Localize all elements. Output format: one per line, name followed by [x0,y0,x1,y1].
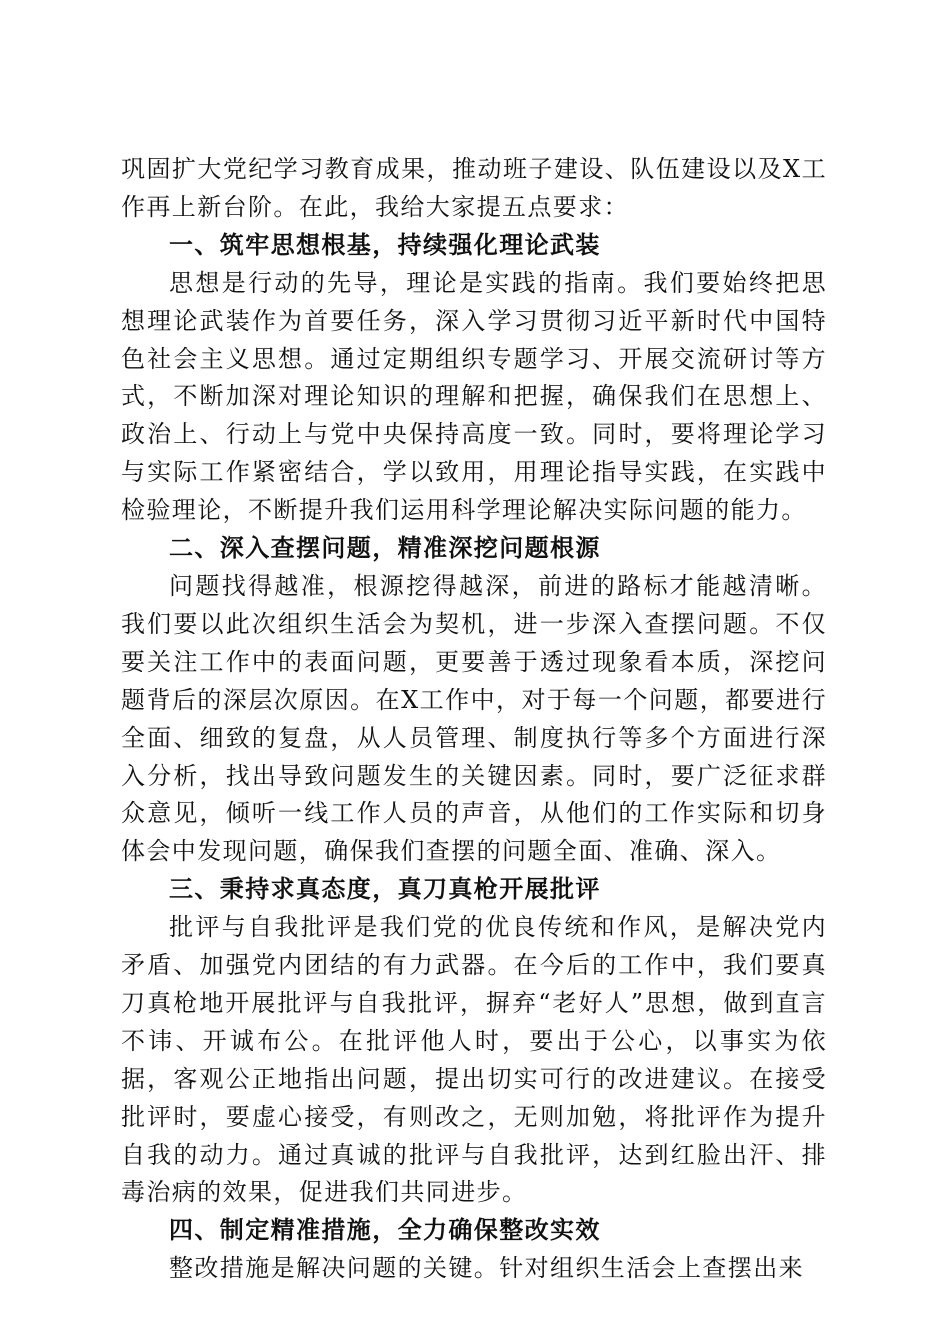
intro-paragraph: 巩固扩大党纪学习教育成果，推动班子建设、队伍建设以及X工作再上新台阶。在此，我给大家提五点要求： [121,155,827,221]
section-heading-2: 二、深入查摆问题，精准深挖问题根源 [169,534,601,563]
section-heading-4: 四、制定精准措施，全力确保整改实效 [169,1216,601,1245]
section-body-4: 整改措施是解决问题的关键。针对组织生活会上查摆出来 [169,1254,804,1283]
section-heading-3: 三、秉持求真态度，真刀真枪开展批评 [169,875,601,904]
section-body-2: 问题找得越准，根源挖得越深，前进的路标才能越清晰。我们要以此次组织生活会为契机，进一步深入查摆问题。不仅要关注工作中的表面问题，更要善于透过现象看本质，深挖问题背后的深层次原因。在X工作中，对于每一个问题，都要进行全面、细致的复盘，从人员管理、制度执行等多个方面进行深入分析，找出导致问题发生的关键因素。同时，要广泛征求群众意见，倾听一线工作人员的声音，从他们的工作实际和切身体会中发现问题，确保我们查摆的问题全面、准确、深入。 [121,571,827,866]
section-heading-1: 一、筑牢思想根基，持续强化理论武装 [169,230,601,259]
section-body-1: 思想是行动的先导，理论是实践的指南。我们要始终把思想理论武装作为首要任务，深入学习贯彻习近平新时代中国特色社会主义思想。通过定期组织专题学习、开展交流研讨等方式，不断加深对理论知识的理解和把握，确保我们在思想上、政治上、行动上与党中央保持高度一致。同时，要将理论学习与实际工作紧密结合，学以致用，用理论指导实践，在实践中检验理论，不断提升我们运用科学理论解决实际问题的能力。 [121,268,827,525]
document-body [121,151,827,1288]
section-body-3: 批评与自我批评是我们党的优良传统和作风，是解决党内矛盾、加强党内团结的有力武器。在今后的工作中，我们要真刀真枪地开展批评与自我批评，摒弃“老好人”思想，做到直言不讳、开诚布公。在批评他人时，要出于公心，以事实为依据，客观公正地指出问题，提出切实可行的改进建议。在接受批评时，要虚心接受，有则改之，无则加勉，将批评作为提升自我的动力。通过真诚的批评与自我批评，达到红脸出汗、排毒治病的效果，促进我们共同进步。 [121,913,827,1207]
